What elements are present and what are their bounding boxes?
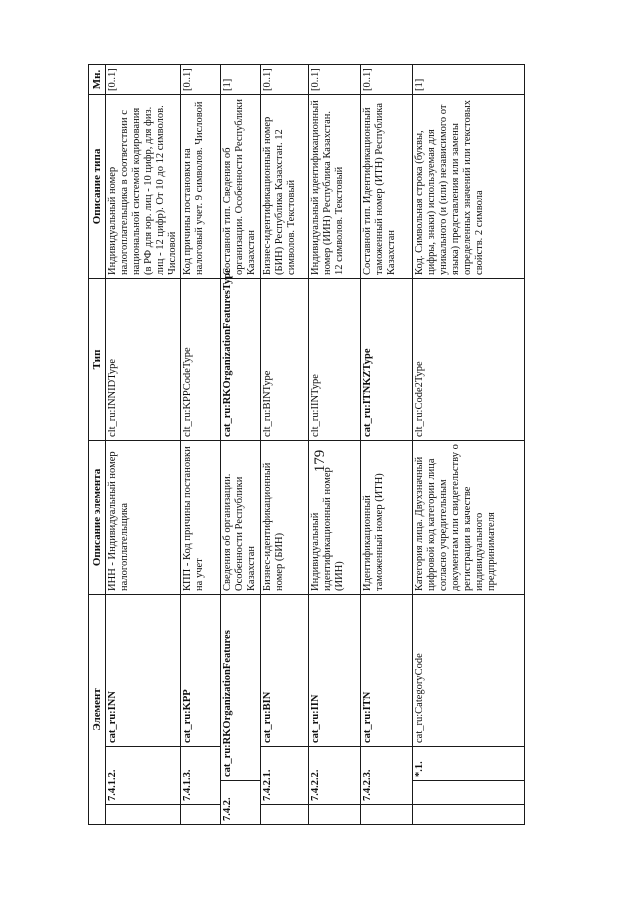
element-description: Бизнес-идентификационный номер (БИН): [261, 440, 309, 594]
indent-cell: [181, 805, 221, 825]
indent-cell: [413, 781, 525, 805]
element-type: cat_ru:ITNKZType: [361, 278, 413, 440]
type-description: Составной тип. Сведения об организации. Особенности Республики Казахстан: [221, 94, 261, 278]
element-code: cat_ru:IIN: [309, 594, 361, 746]
element-description: КПП - Код причины постановки на учет: [181, 440, 221, 594]
element-description: ИНН - Индивидуальный номер налогоплательщика: [106, 440, 181, 594]
multiplicity: [1]: [221, 64, 261, 94]
header-type: Тип: [89, 278, 106, 440]
header-element-description: Описание элемента: [89, 440, 106, 594]
table-row: [221, 64, 261, 824]
element-type: clt_ru:INNIDType: [106, 278, 181, 440]
element-type: clt_ru:IINType: [309, 278, 361, 440]
multiplicity: [0..1]: [106, 64, 181, 94]
type-description: Бизнес-идентификационный номер (БИН) Республика Казахстан. 12 символов. Текстовый: [261, 94, 309, 278]
table-row: [106, 64, 181, 824]
table-row: [309, 64, 361, 824]
indent-cell: [309, 805, 361, 825]
element-type: cat_ru:RKOrganizationFeaturesType: [221, 278, 261, 440]
row-number: 7.4.2.1.: [261, 747, 309, 805]
multiplicity: [0..1]: [309, 64, 361, 94]
type-description: Код. Символьная строка (буквы, цифры, знаки) используемая для уникального (и (или) независимого от языка) представления или замены определенных значений или текстовых свойств. 2 символа: [413, 94, 525, 278]
multiplicity: [0..1]: [181, 64, 221, 94]
rotated-table-frame: [88, 65, 510, 825]
element-description: Индивидуальный идентификационный номер (ИИН): [309, 440, 361, 594]
row-number: 7.4.2.: [221, 781, 261, 825]
table-row: [181, 64, 221, 824]
multiplicity: [1]: [413, 64, 525, 94]
row-number: 7.4.2.2.: [309, 747, 361, 805]
row-number: 7.4.1.2.: [106, 747, 181, 805]
type-description: Код причины постановки на налоговый учет. 9 символов. Числовой: [181, 94, 221, 278]
table-row: [261, 64, 309, 824]
table-row: [413, 64, 525, 824]
header-element: Элемент: [89, 594, 106, 824]
element-code: cat_ru:BIN: [261, 594, 309, 746]
element-code: cat_ru:KPP: [181, 594, 221, 746]
type-description: Индивидуальный идентификационный номер (ИИН) Республика Казахстан. 12 символов. Текстовый: [309, 94, 361, 278]
element-code: cat_ru:ITN: [361, 594, 413, 746]
element-code: cat_ru:RKOrganizationFeatures: [221, 594, 261, 780]
header-type-description: Описание типа: [89, 94, 106, 278]
element-type: clt_ru:BINType: [261, 278, 309, 440]
row-number: *.1.: [413, 747, 525, 781]
element-type: clt_ru:Code2Type: [413, 278, 525, 440]
multiplicity: [0..1]: [261, 64, 309, 94]
indent-cell: [261, 805, 309, 825]
element-code: cat_ru:INN: [106, 594, 181, 746]
header-multiplicity: Мн.: [89, 64, 106, 94]
type-description: Индивидуальный номер налогоплательщика в соответствии с национальной системой кодирования (в РФ для юр. лиц - 10 цифр, для физ. лиц - 12 цифр). От 10 до 12 символов. Числовой: [106, 94, 181, 278]
indent-cell: [413, 805, 525, 825]
table-row: [361, 64, 413, 824]
element-type: clt_ru:KPPCodeType: [181, 278, 221, 440]
element-description: Сведения об организации. Особенности Республики Казахстан: [221, 440, 261, 594]
element-description: Идентификационный таможенный номер (ИТН): [361, 440, 413, 594]
indent-cell: [361, 805, 413, 825]
element-specification-table: [88, 64, 525, 825]
row-number: 7.4.2.3.: [361, 747, 413, 805]
element-description: Категория лица. Двухзначный цифровой код категории лица согласно учредительным документам или свидетельству о регистрации в качестве индивидуального предпринимателя: [413, 440, 525, 594]
type-description: Составной тип. Идентификационный таможенный номер (ИТН) Республика Казахстан: [361, 94, 413, 278]
row-number: 7.4.1.3.: [181, 747, 221, 805]
indent-cell: [106, 805, 181, 825]
page-number: 179: [312, 449, 328, 473]
table-header-row: [89, 64, 106, 824]
multiplicity: [0..1]: [361, 64, 413, 94]
element-code: cat_ru:CategoryCode: [413, 594, 525, 746]
